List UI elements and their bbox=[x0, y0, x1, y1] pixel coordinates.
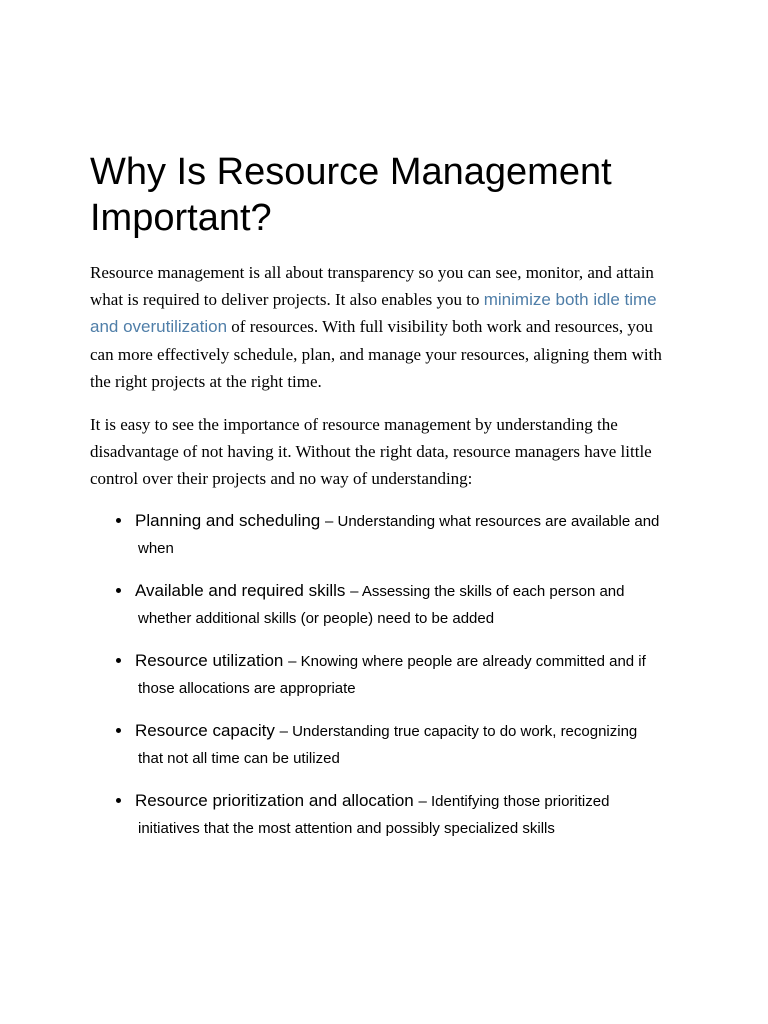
bullet-line bbox=[135, 507, 659, 534]
bullet-line bbox=[138, 744, 340, 771]
bullet-dot bbox=[116, 798, 121, 803]
bullet-term: Available and required skills bbox=[135, 581, 346, 600]
bullet-description: – Understanding true capacity to do work, recognizing bbox=[279, 723, 638, 740]
intro-paragraph bbox=[90, 259, 672, 395]
bullet-term: Resource prioritization and allocation bbox=[135, 791, 414, 810]
bullet-line bbox=[135, 717, 637, 744]
bullet-description: that not all time can be utilized bbox=[138, 750, 340, 767]
intro-text-after: of resources. With full visibility both work and resources, you can more effectively schedule, plan, and manage your resources, aligning them with the right projects at the right time. bbox=[90, 317, 662, 391]
idle-time-overutilization-link[interactable]: minimize both idle time and overutilization bbox=[90, 290, 657, 337]
bullet-line bbox=[138, 604, 494, 631]
bullet-term: Planning and scheduling bbox=[135, 511, 321, 530]
bullet-dot bbox=[116, 658, 121, 663]
bullet-line bbox=[135, 577, 625, 604]
importance-paragraph: It is easy to see the importance of resource management by understanding the disadvantage of not having it. Without the right data, resource managers have little control over their projects and no way of understanding: bbox=[90, 415, 652, 489]
bullet-item-planning bbox=[0, 507, 768, 561]
bullet-dot bbox=[116, 728, 121, 733]
bullet-item-utilization bbox=[0, 647, 768, 701]
bullet-term: Resource capacity bbox=[135, 721, 275, 740]
bullet-line bbox=[135, 647, 646, 674]
bullet-description: – Understanding what resources are available and bbox=[325, 513, 660, 530]
bullet-term: Resource utilization bbox=[135, 651, 284, 670]
bullet-item-skills bbox=[0, 577, 768, 631]
bullet-line bbox=[135, 787, 609, 814]
bullet-dot bbox=[116, 518, 121, 523]
bullet-description: – Identifying those prioritized bbox=[418, 793, 610, 810]
bullet-description: – Knowing where people are already committed and if bbox=[288, 653, 646, 670]
bullet-item-prioritization bbox=[0, 787, 768, 841]
bullet-item-capacity bbox=[0, 717, 768, 771]
bullet-dot bbox=[116, 588, 121, 593]
bullet-list bbox=[0, 507, 768, 857]
bullet-description: those allocations are appropriate bbox=[138, 680, 356, 697]
bullet-description: when bbox=[138, 540, 174, 557]
bullet-line bbox=[138, 814, 555, 841]
bullet-description: whether additional skills (or people) need to be added bbox=[138, 610, 495, 627]
bullet-description: – Assessing the skills of each person and bbox=[350, 583, 625, 600]
page-title: Why Is Resource Management Important? bbox=[90, 151, 612, 239]
bullet-description: initiatives that the most attention and possibly specialized skills bbox=[138, 820, 555, 837]
intro-text-before: Resource management is all about transparency so you can see, monitor, and attain what is required to deliver projects. It also enables you to bbox=[90, 263, 654, 310]
bullet-line bbox=[138, 534, 174, 561]
bullet-line bbox=[138, 674, 356, 701]
